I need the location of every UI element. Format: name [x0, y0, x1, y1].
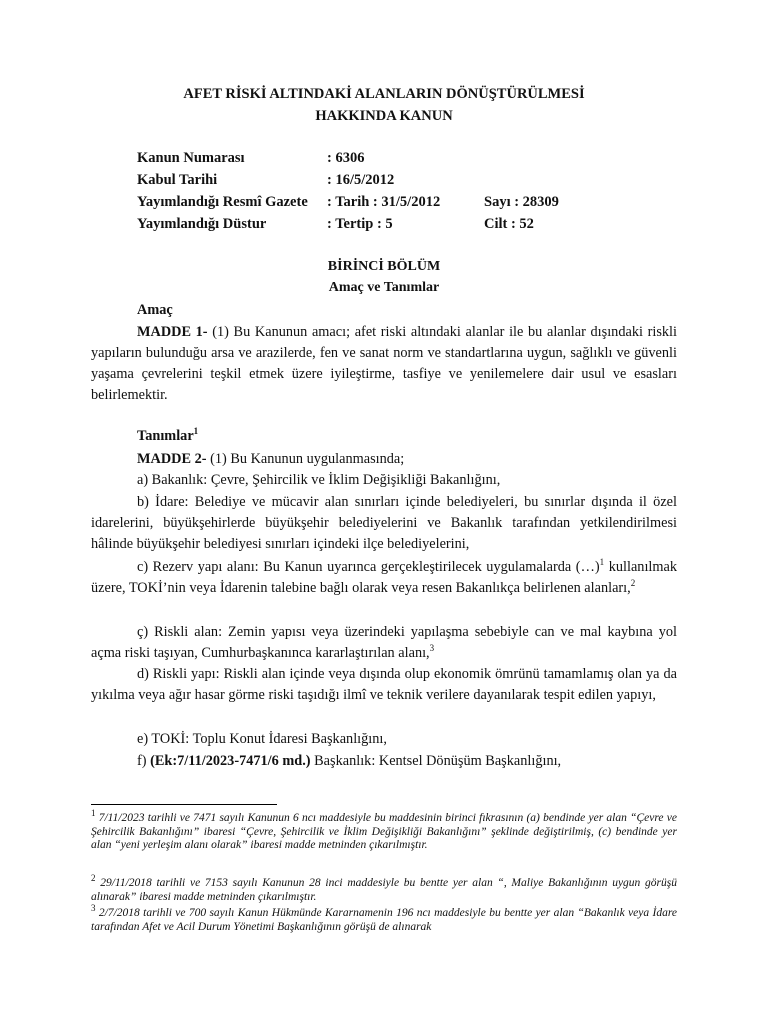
- article1-paragraph: [91, 322, 677, 406]
- section-subtitle: Amaç ve Tanımlar: [328, 280, 440, 295]
- article1-heading: Amaç: [137, 302, 173, 318]
- footnote-2: [91, 873, 677, 904]
- article2-heading-text: Tanımlar: [137, 428, 194, 444]
- meta-key: Yayımlandığı Düstur: [137, 216, 267, 232]
- meta-extra: Cilt : 52: [484, 216, 534, 232]
- law-title-line2: HAKKINDA KANUN: [315, 108, 453, 124]
- definition-c: [91, 557, 677, 599]
- footnote-text: 29/11/2018 tarihli ve 7153 sayılı Kanunun 28 inci maddesiyle bu bentte yer alan “, Maliye Bakanlığının uygun görüşü alınarak” ibaresi madde metninden çıkarılmıştır.: [91, 877, 677, 903]
- footnote-ref: 3: [429, 643, 435, 654]
- article2-intro: [91, 449, 677, 470]
- definition-cc-text: ç) Riskli alan: Zemin yapısı veya üzerindeki yapılaşma sebebiyle can ve mal kaybına yol açma riski taşıyan, Cumhurbaşkanınca kararlaştırılan alanı,: [91, 624, 677, 661]
- meta-key: Kabul Tarihi: [137, 172, 218, 188]
- definition-c-cedilla: [91, 622, 677, 664]
- meta-value: : Tarih : 31/5/2012: [327, 194, 441, 210]
- footnote-text: 2/7/2018 tarihli ve 700 sayılı Kanun Hükmünde Kararnamenin 196 ncı maddesiyle bu bentte yer alan “Bakanlık veya İdare tarafından Afet ve Acil Durum Yönetimi Başkanlığının görüşü de alınarak: [91, 907, 677, 933]
- article2-heading: [137, 428, 198, 445]
- meta-key: Kanun Numarası: [137, 150, 245, 166]
- meta-extra: Sayı : 28309: [484, 194, 559, 210]
- article1-label: MADDE 1-: [137, 324, 208, 340]
- footnote-ref: 2: [630, 578, 636, 589]
- article2-label: MADDE 2-: [137, 451, 207, 467]
- law-title-line1: AFET RİSKİ ALTINDAKİ ALANLARIN DÖNÜŞTÜRÜLMESİ: [183, 86, 585, 102]
- footnote-divider: [91, 804, 277, 805]
- article2-intro-text: (1) Bu Kanunun uygulanmasında;: [206, 451, 405, 467]
- definition-f-text: Başkanlık: Kentsel Dönüşüm Başkanlığını,: [310, 753, 562, 769]
- article1-text: (1) Bu Kanunun amacı; afet riski altındaki alanlar ile bu alanlar dışındaki riskli yapıların bulunduğu arsa ve arazilerde, fen ve sanat norm ve standartlarına uygun, sağlıklı ve güvenli yaşama çevrelerini teşkil etmek üzere iyileştirme, tasfiye ve yenilemelere dair usul ve esasları belirlemektir.: [91, 324, 677, 403]
- definition-a: a) Bakanlık: Çevre, Şehircilik ve İklim Değişikliği Bakanlığını,: [137, 472, 501, 488]
- footnote-3: [91, 903, 677, 934]
- footnote-number: 2: [91, 873, 96, 884]
- meta-value: : 16/5/2012: [327, 172, 395, 188]
- footnote-ref: 1: [193, 426, 199, 437]
- definition-c-text1: c) Rezerv yapı alanı: Bu Kanun uyarınca gerçekleştirilecek uygulamalarda (…): [137, 559, 600, 575]
- meta-value: : 6306: [327, 150, 365, 166]
- footnote-number: 3: [91, 903, 96, 914]
- footnote-1: [91, 808, 677, 853]
- footnote-text: 7/11/2023 tarihli ve 7471 sayılı Kanunun 6 ncı maddesiyle bu maddesinin birinci fıkrasının (a) bendinde yer alan “Çevre ve Şehircilik Bakanlığını” ibaresi “Çevre, Şehircilik ve İklim Değişikliği Bakanlığını” şeklinde değiştirilmiş, (c) bendinde yer alan “yeni yerleşim alanı olarak” ibaresi madde metninden çıkarılmıştır.: [91, 812, 677, 851]
- definition-c-text2: kullanılmak üzere, TOKİ’nin veya İdarenin talebine bağlı olarak veya resen Bakanlıkça belirlenen alanları,: [91, 559, 677, 596]
- footnote-number: 1: [91, 808, 96, 819]
- amendment-note: (Ek:7/11/2023-7471/6 md.): [150, 753, 311, 769]
- section-title: BİRİNCİ BÖLÜM: [327, 259, 441, 274]
- definition-b: b) İdare: Belediye ve mücavir alan sınırları içinde belediyeleri, bu sınırlar dışında il özel idarelerini, büyükşehirlerde büyükşehir belediyelerini ve Bakanlık tarafından yetkilendirilmesi hâlinde büyükşehir belediyesi sınırları içindeki ilçe belediyelerini,: [91, 494, 677, 552]
- definition-f: [91, 751, 677, 772]
- definition-d: d) Riskli yapı: Riskli alan içinde veya dışında olup ekonomik ömrünü tamamlamış olan ya da yıkılma veya ağır hasar görme riski taşıdığı ilmî ve teknik verilere dayanılarak tespit edilen yapıyı,: [91, 666, 677, 703]
- meta-key: Yayımlandığı Resmî Gazete: [137, 194, 308, 210]
- definition-f-prefix: f): [137, 753, 151, 769]
- definition-e: e) TOKİ: Toplu Konut İdaresi Başkanlığını,: [137, 731, 387, 747]
- meta-value: : Tertip : 5: [327, 216, 393, 232]
- footnote-ref: 1: [599, 557, 605, 568]
